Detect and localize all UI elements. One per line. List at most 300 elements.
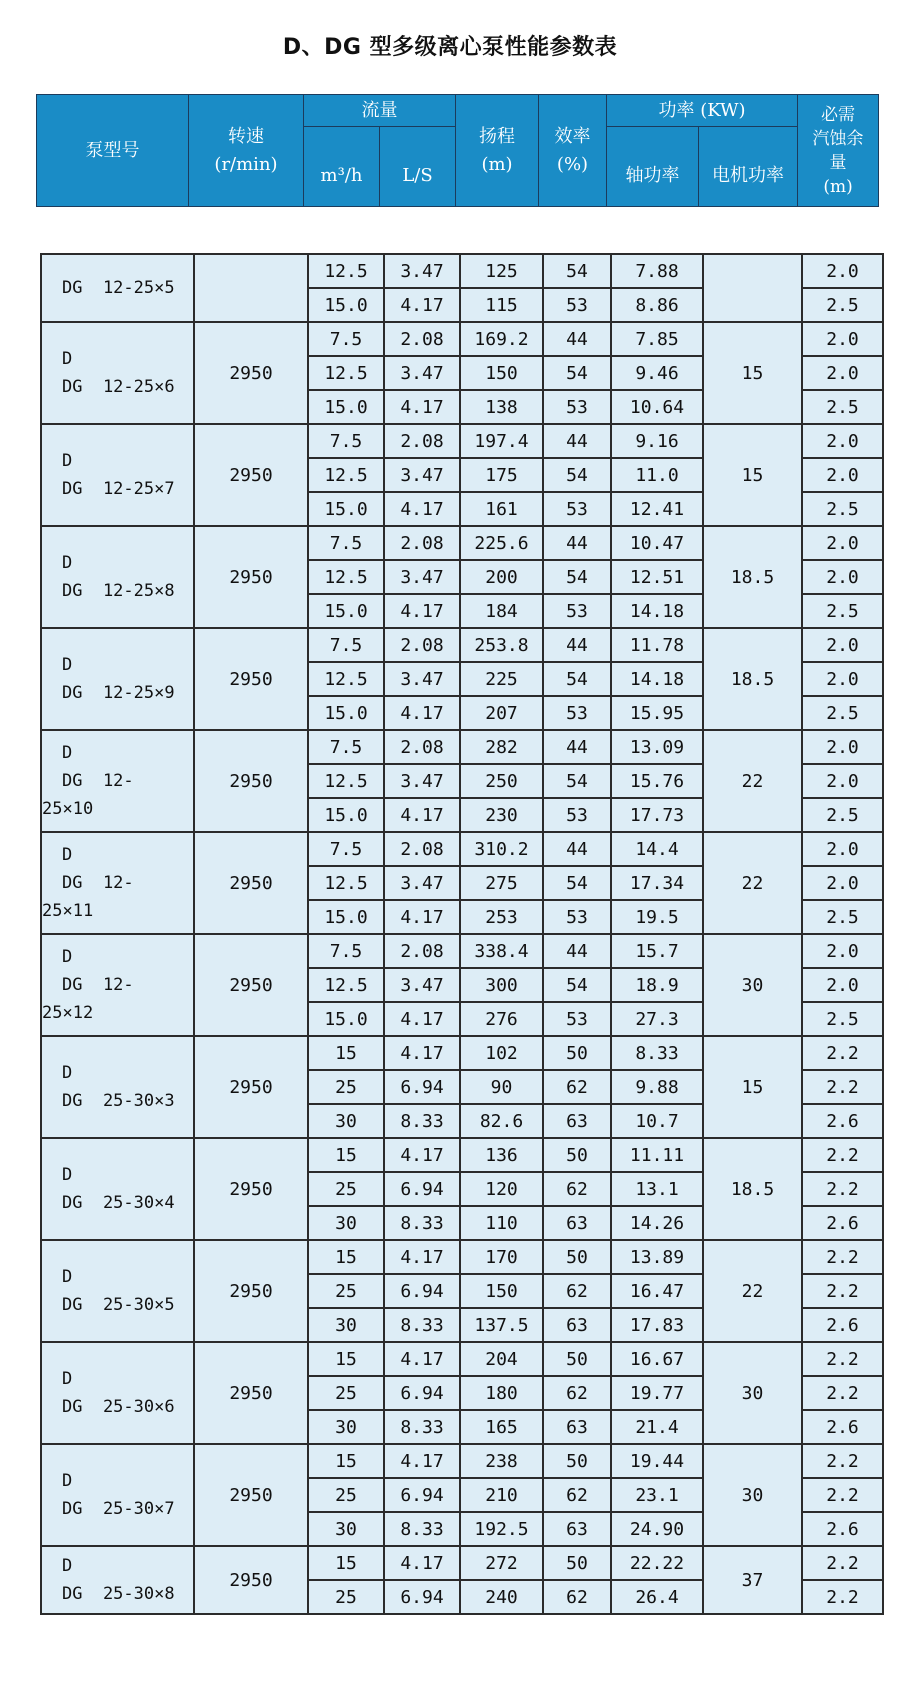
efficiency-cell: 54 — [543, 254, 611, 288]
efficiency-cell: 54 — [543, 968, 611, 1002]
efficiency-cell: 63 — [543, 1410, 611, 1444]
head-cell: 138 — [460, 390, 543, 424]
efficiency-cell: 63 — [543, 1512, 611, 1546]
flow-m3h-cell: 25 — [308, 1274, 384, 1308]
motor-power-cell: 22 — [703, 730, 802, 832]
speed-cell: 2950 — [194, 832, 308, 934]
model-cell — [41, 1444, 194, 1546]
model-prefix: D — [62, 1471, 73, 1491]
shaft-power-cell: 16.47 — [611, 1274, 703, 1308]
npsh-cell: 2.6 — [802, 1410, 883, 1444]
npsh-cell: 2.6 — [802, 1206, 883, 1240]
flow-ls-cell: 4.17 — [384, 1036, 460, 1070]
model-cell — [41, 1342, 194, 1444]
speed-cell: 2950 — [194, 526, 308, 628]
flow-m3h-cell: 15 — [308, 1342, 384, 1376]
shaft-power-cell: 9.16 — [611, 424, 703, 458]
shaft-power-cell: 7.88 — [611, 254, 703, 288]
npsh-cell: 2.0 — [802, 832, 883, 866]
shaft-power-cell: 16.67 — [611, 1342, 703, 1376]
flow-m3h-cell: 7.5 — [308, 322, 384, 356]
flow-ls-cell: 8.33 — [384, 1206, 460, 1240]
flow-ls-cell: 3.47 — [384, 560, 460, 594]
header-motor-power: 电机功率 — [699, 127, 798, 207]
flow-ls-cell: 3.47 — [384, 968, 460, 1002]
head-cell: 102 — [460, 1036, 543, 1070]
efficiency-cell: 50 — [543, 1036, 611, 1070]
head-cell: 338.4 — [460, 934, 543, 968]
npsh-cell: 2.0 — [802, 764, 883, 798]
npsh-cell: 2.5 — [802, 288, 883, 322]
npsh-cell: 2.5 — [802, 900, 883, 934]
efficiency-cell: 50 — [543, 1444, 611, 1478]
flow-ls-cell: 4.17 — [384, 1002, 460, 1036]
model-prefix: D — [62, 451, 73, 471]
head-cell: 253 — [460, 900, 543, 934]
head-cell: 276 — [460, 1002, 543, 1036]
motor-power-cell: 30 — [703, 1444, 802, 1546]
head-cell: 165 — [460, 1410, 543, 1444]
flow-m3h-cell: 12.5 — [308, 866, 384, 900]
head-cell: 253.8 — [460, 628, 543, 662]
flow-m3h-cell: 15.0 — [308, 390, 384, 424]
model-name: DG 25-30×3 — [62, 1091, 175, 1111]
shaft-power-cell: 19.77 — [611, 1376, 703, 1410]
npsh-cell: 2.2 — [802, 1342, 883, 1376]
motor-power-cell: 18.5 — [703, 1138, 802, 1240]
head-cell: 300 — [460, 968, 543, 1002]
npsh-cell: 2.0 — [802, 866, 883, 900]
flow-ls-cell: 3.47 — [384, 866, 460, 900]
head-cell: 210 — [460, 1478, 543, 1512]
model-name: DG 25-30×8 — [62, 1584, 175, 1604]
header-shaft-power: 轴功率 — [607, 127, 699, 207]
table-header — [36, 94, 879, 207]
head-cell: 161 — [460, 492, 543, 526]
efficiency-cell: 53 — [543, 390, 611, 424]
efficiency-cell: 50 — [543, 1138, 611, 1172]
head-cell: 197.4 — [460, 424, 543, 458]
model-cell — [41, 254, 194, 322]
shaft-power-cell: 14.26 — [611, 1206, 703, 1240]
flow-ls-cell: 6.94 — [384, 1172, 460, 1206]
shaft-power-cell: 15.95 — [611, 696, 703, 730]
efficiency-cell: 53 — [543, 1002, 611, 1036]
flow-m3h-cell: 15 — [308, 1240, 384, 1274]
head-cell: 275 — [460, 866, 543, 900]
npsh-cell: 2.5 — [802, 1002, 883, 1036]
model-prefix: D — [62, 655, 73, 675]
npsh-cell: 2.2 — [802, 1478, 883, 1512]
shaft-power-cell: 11.78 — [611, 628, 703, 662]
npsh-cell: 2.5 — [802, 390, 883, 424]
head-cell: 272 — [460, 1546, 543, 1580]
npsh-cell: 2.2 — [802, 1036, 883, 1070]
flow-m3h-cell: 15 — [308, 1036, 384, 1070]
npsh-cell: 2.5 — [802, 492, 883, 526]
header-npsh: 必需 汽蚀余 量 (m) — [798, 95, 879, 207]
npsh-cell: 2.0 — [802, 356, 883, 390]
flow-ls-cell: 4.17 — [384, 1342, 460, 1376]
flow-m3h-cell: 12.5 — [308, 356, 384, 390]
efficiency-cell: 44 — [543, 322, 611, 356]
npsh-cell: 2.0 — [802, 322, 883, 356]
flow-m3h-cell: 25 — [308, 1376, 384, 1410]
flow-ls-cell: 6.94 — [384, 1376, 460, 1410]
speed-cell: 2950 — [194, 628, 308, 730]
shaft-power-cell: 18.9 — [611, 968, 703, 1002]
model-prefix: D — [62, 553, 73, 573]
flow-m3h-cell: 15.0 — [308, 900, 384, 934]
flow-m3h-cell: 25 — [308, 1172, 384, 1206]
flow-ls-cell: 4.17 — [384, 798, 460, 832]
header-efficiency: 效率 (%) — [539, 95, 607, 207]
shaft-power-cell: 7.85 — [611, 322, 703, 356]
npsh-cell: 2.0 — [802, 968, 883, 1002]
head-cell: 110 — [460, 1206, 543, 1240]
npsh-cell: 2.6 — [802, 1104, 883, 1138]
model-cell — [41, 1546, 194, 1614]
npsh-cell: 2.0 — [802, 254, 883, 288]
flow-m3h-cell: 25 — [308, 1580, 384, 1614]
shaft-power-cell: 13.89 — [611, 1240, 703, 1274]
model-cell — [41, 1138, 194, 1240]
shaft-power-cell: 19.44 — [611, 1444, 703, 1478]
flow-m3h-cell: 30 — [308, 1206, 384, 1240]
flow-ls-cell: 4.17 — [384, 696, 460, 730]
head-cell: 175 — [460, 458, 543, 492]
head-cell: 169.2 — [460, 322, 543, 356]
flow-ls-cell: 6.94 — [384, 1070, 460, 1104]
table-row — [41, 526, 883, 560]
head-cell: 200 — [460, 560, 543, 594]
model-prefix: D — [62, 845, 73, 865]
header-model: 泵型号 — [37, 95, 189, 207]
efficiency-cell: 53 — [543, 594, 611, 628]
shaft-power-cell: 15.7 — [611, 934, 703, 968]
model-prefix: D — [62, 1165, 73, 1185]
flow-ls-cell: 6.94 — [384, 1478, 460, 1512]
head-cell: 240 — [460, 1580, 543, 1614]
flow-ls-cell: 4.17 — [384, 1138, 460, 1172]
head-cell: 230 — [460, 798, 543, 832]
flow-ls-cell: 3.47 — [384, 254, 460, 288]
motor-power-cell: 37 — [703, 1546, 802, 1614]
model-name-cont: 25×12 — [42, 1003, 94, 1023]
speed-cell: 2950 — [194, 1240, 308, 1342]
motor-power-cell: 18.5 — [703, 628, 802, 730]
head-cell: 310.2 — [460, 832, 543, 866]
flow-ls-cell: 4.17 — [384, 288, 460, 322]
npsh-cell: 2.0 — [802, 424, 883, 458]
efficiency-cell: 44 — [543, 424, 611, 458]
speed-cell: 2950 — [194, 1036, 308, 1138]
shaft-power-cell: 24.90 — [611, 1512, 703, 1546]
npsh-cell: 2.5 — [802, 696, 883, 730]
flow-m3h-cell: 25 — [308, 1070, 384, 1104]
flow-m3h-cell: 15.0 — [308, 594, 384, 628]
model-name: DG 12-25×5 — [62, 278, 175, 298]
table-row — [41, 254, 883, 288]
flow-m3h-cell: 15 — [308, 1444, 384, 1478]
efficiency-cell: 44 — [543, 628, 611, 662]
shaft-power-cell: 12.51 — [611, 560, 703, 594]
head-cell: 136 — [460, 1138, 543, 1172]
flow-m3h-cell: 7.5 — [308, 832, 384, 866]
flow-m3h-cell: 12.5 — [308, 968, 384, 1002]
shaft-power-cell: 15.76 — [611, 764, 703, 798]
model-cell — [41, 424, 194, 526]
motor-power-cell: 22 — [703, 832, 802, 934]
flow-ls-cell: 8.33 — [384, 1308, 460, 1342]
model-prefix: D — [62, 1267, 73, 1287]
head-cell: 125 — [460, 254, 543, 288]
npsh-cell: 2.0 — [802, 526, 883, 560]
model-name: DG 25-30×5 — [62, 1295, 175, 1315]
shaft-power-cell: 14.4 — [611, 832, 703, 866]
flow-m3h-cell: 15.0 — [308, 492, 384, 526]
motor-power-cell — [703, 254, 802, 322]
shaft-power-cell: 14.18 — [611, 662, 703, 696]
table-row — [41, 1240, 883, 1274]
model-cell — [41, 1240, 194, 1342]
shaft-power-cell: 23.1 — [611, 1478, 703, 1512]
flow-ls-cell: 2.08 — [384, 322, 460, 356]
model-cell — [41, 628, 194, 730]
flow-ls-cell: 6.94 — [384, 1580, 460, 1614]
npsh-cell: 2.6 — [802, 1308, 883, 1342]
npsh-cell: 2.2 — [802, 1070, 883, 1104]
npsh-cell: 2.2 — [802, 1138, 883, 1172]
flow-m3h-cell: 30 — [308, 1410, 384, 1444]
model-name-cont: 25×11 — [42, 901, 94, 921]
flow-m3h-cell: 15 — [308, 1138, 384, 1172]
efficiency-cell: 53 — [543, 288, 611, 322]
efficiency-cell: 53 — [543, 492, 611, 526]
header-head: 扬程 (m) — [456, 95, 539, 207]
motor-power-cell: 15 — [703, 424, 802, 526]
model-prefix: D — [62, 1063, 73, 1083]
head-cell: 192.5 — [460, 1512, 543, 1546]
efficiency-cell: 62 — [543, 1070, 611, 1104]
data-table — [40, 253, 884, 1615]
npsh-cell: 2.2 — [802, 1444, 883, 1478]
npsh-cell: 2.0 — [802, 458, 883, 492]
head-cell: 170 — [460, 1240, 543, 1274]
model-cell — [41, 526, 194, 628]
flow-m3h-cell: 30 — [308, 1104, 384, 1138]
flow-ls-cell: 3.47 — [384, 764, 460, 798]
efficiency-cell: 44 — [543, 832, 611, 866]
flow-ls-cell: 3.47 — [384, 356, 460, 390]
model-name: DG 12-25×7 — [62, 479, 175, 499]
flow-m3h-cell: 7.5 — [308, 526, 384, 560]
speed-cell: 2950 — [194, 424, 308, 526]
efficiency-cell: 54 — [543, 866, 611, 900]
efficiency-cell: 44 — [543, 934, 611, 968]
speed-cell: 2950 — [194, 1444, 308, 1546]
head-cell: 115 — [460, 288, 543, 322]
shaft-power-cell: 8.33 — [611, 1036, 703, 1070]
flow-ls-cell: 8.33 — [384, 1104, 460, 1138]
shaft-power-cell: 26.4 — [611, 1580, 703, 1614]
efficiency-cell: 53 — [543, 798, 611, 832]
motor-power-cell: 15 — [703, 322, 802, 424]
head-cell: 207 — [460, 696, 543, 730]
motor-power-cell: 30 — [703, 934, 802, 1036]
efficiency-cell: 54 — [543, 458, 611, 492]
model-cell — [41, 322, 194, 424]
npsh-cell: 2.2 — [802, 1580, 883, 1614]
flow-m3h-cell: 12.5 — [308, 458, 384, 492]
head-cell: 120 — [460, 1172, 543, 1206]
shaft-power-cell: 17.73 — [611, 798, 703, 832]
head-cell: 238 — [460, 1444, 543, 1478]
flow-ls-cell: 2.08 — [384, 424, 460, 458]
flow-ls-cell: 3.47 — [384, 662, 460, 696]
table-row — [41, 934, 883, 968]
motor-power-cell: 30 — [703, 1342, 802, 1444]
efficiency-cell: 63 — [543, 1206, 611, 1240]
model-cell — [41, 832, 194, 934]
shaft-power-cell: 14.18 — [611, 594, 703, 628]
npsh-cell: 2.6 — [802, 1512, 883, 1546]
npsh-cell: 2.2 — [802, 1240, 883, 1274]
efficiency-cell: 50 — [543, 1342, 611, 1376]
npsh-cell: 2.0 — [802, 662, 883, 696]
header-speed: 转速 (r/min) — [189, 95, 304, 207]
head-cell: 180 — [460, 1376, 543, 1410]
efficiency-cell: 44 — [543, 526, 611, 560]
flow-m3h-cell: 15.0 — [308, 696, 384, 730]
head-cell: 137.5 — [460, 1308, 543, 1342]
flow-m3h-cell: 15 — [308, 1546, 384, 1580]
page-title: D、DG 型多级离心泵性能参数表 — [282, 35, 618, 60]
speed-cell: 2950 — [194, 1138, 308, 1240]
model-prefix: D — [62, 1556, 73, 1576]
model-prefix: D — [62, 947, 73, 967]
npsh-cell: 2.5 — [802, 594, 883, 628]
efficiency-cell: 63 — [543, 1308, 611, 1342]
shaft-power-cell: 11.11 — [611, 1138, 703, 1172]
efficiency-cell: 50 — [543, 1240, 611, 1274]
model-name: DG 25-30×4 — [62, 1193, 175, 1213]
flow-ls-cell: 8.33 — [384, 1512, 460, 1546]
flow-m3h-cell: 30 — [308, 1308, 384, 1342]
flow-ls-cell: 4.17 — [384, 492, 460, 526]
shaft-power-cell: 12.41 — [611, 492, 703, 526]
table-row — [41, 730, 883, 764]
head-cell: 82.6 — [460, 1104, 543, 1138]
table-row — [41, 322, 883, 356]
npsh-cell: 2.2 — [802, 1376, 883, 1410]
model-prefix: D — [62, 1369, 73, 1389]
shaft-power-cell: 17.83 — [611, 1308, 703, 1342]
shaft-power-cell: 21.4 — [611, 1410, 703, 1444]
flow-ls-cell: 3.47 — [384, 458, 460, 492]
shaft-power-cell: 10.7 — [611, 1104, 703, 1138]
shaft-power-cell: 13.09 — [611, 730, 703, 764]
flow-m3h-cell: 12.5 — [308, 764, 384, 798]
shaft-power-cell: 8.86 — [611, 288, 703, 322]
speed-cell: 2950 — [194, 1342, 308, 1444]
npsh-cell: 2.0 — [802, 730, 883, 764]
head-cell: 90 — [460, 1070, 543, 1104]
shaft-power-cell: 22.22 — [611, 1546, 703, 1580]
flow-ls-cell: 4.17 — [384, 594, 460, 628]
motor-power-cell: 15 — [703, 1036, 802, 1138]
efficiency-cell: 54 — [543, 560, 611, 594]
header-flow-m3h: m³/h — [304, 127, 380, 207]
model-prefix: D — [62, 743, 73, 763]
npsh-cell: 2.2 — [802, 1172, 883, 1206]
shaft-power-cell: 17.34 — [611, 866, 703, 900]
efficiency-cell: 54 — [543, 356, 611, 390]
model-name-cont: 25×10 — [42, 799, 94, 819]
head-cell: 225.6 — [460, 526, 543, 560]
flow-m3h-cell: 15.0 — [308, 1002, 384, 1036]
flow-ls-cell: 6.94 — [384, 1274, 460, 1308]
model-prefix: D — [62, 349, 73, 369]
efficiency-cell: 54 — [543, 662, 611, 696]
flow-m3h-cell: 7.5 — [308, 934, 384, 968]
flow-ls-cell: 2.08 — [384, 628, 460, 662]
head-cell: 282 — [460, 730, 543, 764]
model-name: DG 12- — [62, 975, 134, 995]
table-row — [41, 1342, 883, 1376]
table-row — [41, 1138, 883, 1172]
shaft-power-cell: 10.47 — [611, 526, 703, 560]
flow-ls-cell: 8.33 — [384, 1410, 460, 1444]
flow-m3h-cell: 12.5 — [308, 560, 384, 594]
motor-power-cell: 22 — [703, 1240, 802, 1342]
flow-ls-cell: 2.08 — [384, 526, 460, 560]
flow-m3h-cell: 7.5 — [308, 424, 384, 458]
flow-ls-cell: 4.17 — [384, 390, 460, 424]
header-flow-ls: L/S — [380, 127, 456, 207]
model-cell — [41, 1036, 194, 1138]
efficiency-cell: 53 — [543, 696, 611, 730]
flow-m3h-cell: 15.0 — [308, 798, 384, 832]
head-cell: 150 — [460, 356, 543, 390]
table-row — [41, 1036, 883, 1070]
header-power: 功率 (KW) — [607, 95, 798, 127]
model-cell — [41, 934, 194, 1036]
model-name: DG 12-25×9 — [62, 683, 175, 703]
flow-m3h-cell: 12.5 — [308, 662, 384, 696]
head-cell: 204 — [460, 1342, 543, 1376]
npsh-cell: 2.5 — [802, 798, 883, 832]
flow-ls-cell: 2.08 — [384, 934, 460, 968]
npsh-cell: 2.0 — [802, 934, 883, 968]
npsh-cell: 2.0 — [802, 628, 883, 662]
shaft-power-cell: 9.88 — [611, 1070, 703, 1104]
flow-ls-cell: 4.17 — [384, 1546, 460, 1580]
head-cell: 184 — [460, 594, 543, 628]
efficiency-cell: 62 — [543, 1580, 611, 1614]
header-flow: 流量 — [304, 95, 456, 127]
flow-m3h-cell: 7.5 — [308, 628, 384, 662]
shaft-power-cell: 27.3 — [611, 1002, 703, 1036]
flow-ls-cell: 2.08 — [384, 730, 460, 764]
table-row — [41, 832, 883, 866]
motor-power-cell: 18.5 — [703, 526, 802, 628]
efficiency-cell: 44 — [543, 730, 611, 764]
efficiency-cell: 62 — [543, 1478, 611, 1512]
table-row — [41, 1546, 883, 1580]
flow-ls-cell: 2.08 — [384, 832, 460, 866]
speed-cell: 2950 — [194, 730, 308, 832]
